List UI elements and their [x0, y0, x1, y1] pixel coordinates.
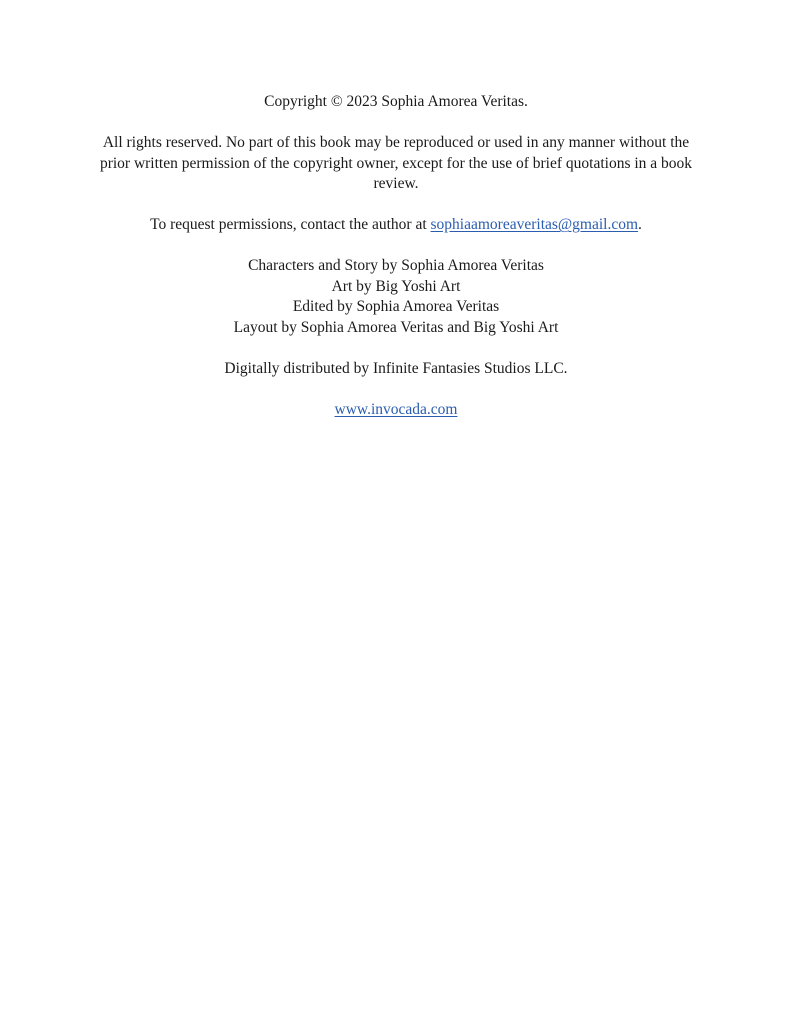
- spacer: [96, 379, 696, 400]
- copyright-content: [96, 92, 696, 420]
- permissions-prefix: To request permissions, contact the author at: [150, 216, 431, 233]
- credit-art: Art by Big Yoshi Art: [331, 277, 461, 295]
- credits-block: [96, 256, 696, 338]
- copyright-line: Copyright © 2023 Sophia Amorea Veritas.: [264, 93, 528, 110]
- spacer: [96, 338, 696, 359]
- distribution-line: Digitally distributed by Infinite Fantasies Studios LLC.: [224, 359, 568, 377]
- spacer: [96, 236, 696, 257]
- rights-statement: All rights reserved. No part of this book may be reproduced or used in any manner without the prior written permission of the copyright owner, except for the use of brief quotations in a book review.: [99, 134, 693, 192]
- spacer: [96, 113, 696, 134]
- credit-story: Characters and Story by Sophia Amorea Veritas: [248, 257, 544, 274]
- spacer: [96, 195, 696, 216]
- permissions-line: [96, 215, 696, 236]
- website-link[interactable]: www.invocada.com: [334, 400, 458, 418]
- credit-editing: Edited by Sophia Amorea Veritas: [292, 298, 500, 315]
- permissions-suffix: .: [638, 216, 642, 233]
- website-line: [96, 400, 696, 421]
- author-email-link[interactable]: sophiaamoreaveritas@gmail.com: [430, 216, 639, 233]
- credit-layout: Layout by Sophia Amorea Veritas and Big Yoshi Art: [233, 318, 559, 336]
